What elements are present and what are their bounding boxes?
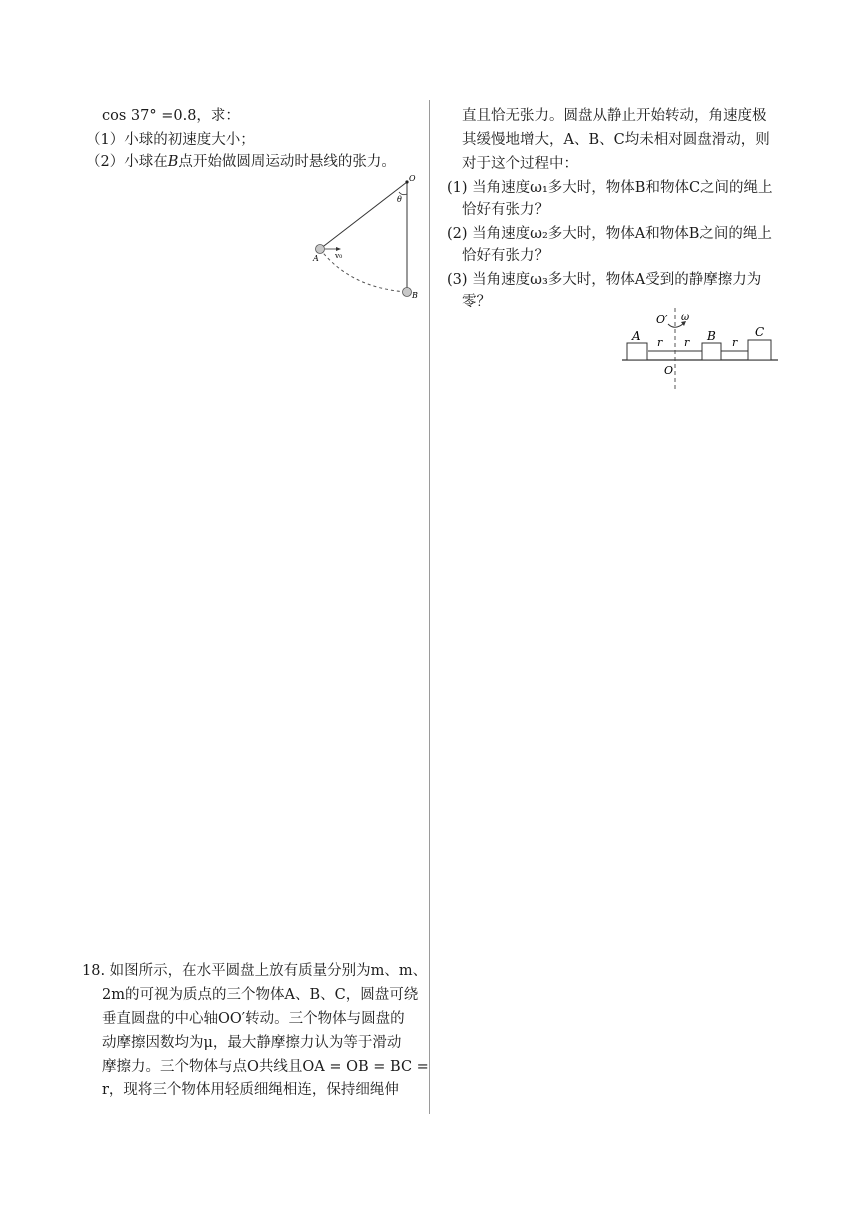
problem-18-line-6: r，现将三个物体用轻质细绳相连，保持细绳伸 — [102, 1082, 399, 1098]
disk-figure — [620, 306, 780, 392]
column-divider — [429, 100, 430, 1114]
sub-question-3-line-2: 零？ — [462, 294, 491, 310]
sub-question-2-line-1: (2) 当角速度ω₂多大时，物体A和物体B之间的绳上 — [447, 226, 772, 242]
block-a — [627, 343, 647, 360]
rotation-arc — [668, 323, 684, 327]
label-v0: v₀ — [335, 251, 343, 260]
block-b — [702, 343, 721, 360]
ball-b — [403, 288, 412, 297]
question-2-text: （2）小球在B点开始做圆周运动时悬线的张力。 — [86, 154, 396, 170]
label-b: B — [412, 291, 418, 300]
problem-18-line-5: 摩擦力。三个物体与点O共线且OA = OB = BC = — [102, 1059, 429, 1075]
slanted-string — [320, 182, 407, 249]
label-o: O — [664, 364, 674, 377]
pendulum-figure — [305, 172, 425, 300]
problem-18-line-1: 18. 如图所示，在水平圆盘上放有质量分别为m、m、 — [82, 963, 428, 979]
sub-question-1-line-1: (1) 当角速度ω₁多大时，物体B和物体C之间的绳上 — [447, 180, 773, 196]
sub-question-1-line-2: 恰好有张力？ — [462, 202, 549, 218]
label-r-1: r — [657, 336, 663, 349]
label-r-2: r — [684, 336, 690, 349]
problem-18-line-3: 垂直圆盘的中心轴OO′转动。三个物体与圆盘的 — [102, 1011, 405, 1027]
label-r-3: r — [732, 336, 738, 349]
label-block-a: A — [632, 329, 641, 343]
sub-question-3-line-1: (3) 当角速度ω₃多大时，物体A受到的静摩擦力为 — [447, 272, 762, 288]
label-o-prime: O′ — [656, 313, 668, 326]
block-c — [748, 340, 771, 360]
label-block-b: B — [707, 329, 716, 343]
problem-18-line-2: 2m的可视为质点的三个物体A、B、C，圆盘可绕 — [102, 987, 419, 1003]
arc-path — [320, 249, 407, 292]
label-o: O — [409, 174, 416, 183]
right-line-2: 其缓慢地增大，A、B、C均未相对圆盘滑动，则 — [462, 132, 770, 148]
right-line-3: 对于这个过程中： — [462, 156, 578, 172]
problem-18-line-4: 动摩擦因数均为μ，最大静摩擦力认为等于滑动 — [102, 1035, 402, 1051]
sub-question-2-line-2: 恰好有张力？ — [462, 248, 549, 264]
question-1-text: （1）小球的初速度大小； — [86, 132, 255, 148]
label-block-c: C — [755, 325, 765, 339]
ball-a — [316, 245, 325, 254]
cos-condition-line: cos 37° =0.8，求： — [102, 108, 240, 124]
label-omega: ω — [681, 312, 690, 323]
label-theta: θ — [397, 195, 402, 204]
label-a: A — [313, 254, 319, 263]
right-line-1: 直且恰无张力。圆盘从静止开始转动，角速度极 — [462, 108, 767, 124]
